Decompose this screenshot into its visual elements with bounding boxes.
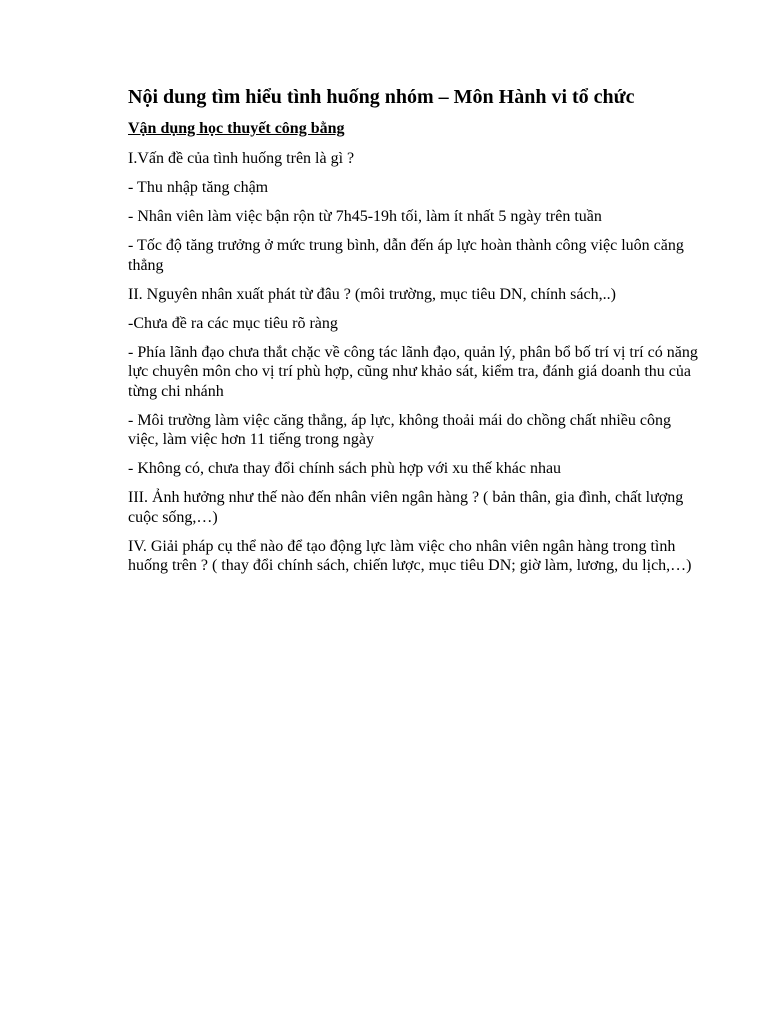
document-subtitle: Vận dụng học thuyết công bằng: [128, 120, 345, 137]
question-4: IV. Giải pháp cụ thể nào để tạo động lực làm việc cho nhân viên ngân hàng trong tình huống trên ? ( thay đổi chính sách, chiến lược, mục tiêu DN; giờ làm, lương, du lịch,…): [128, 537, 692, 574]
document-title: Nội dung tìm hiểu tình huống nhóm – Môn Hành vi tổ chức: [128, 86, 635, 108]
bullet-item: - Nhân viên làm việc bận rộn từ 7h45-19h tối, làm ít nhất 5 ngày trên tuần: [128, 208, 602, 225]
bullet-item: -Chưa đề ra các mục tiêu rõ ràng: [128, 314, 338, 332]
question-1: I.Vấn đề của tình huống trên là gì ?: [128, 150, 355, 167]
bullet-item: - Thu nhập tăng chậm: [128, 179, 269, 196]
bullet-item: - Tốc độ tăng trưởng ở mức trung bình, dẫn đến áp lực hoàn thành công việc luôn căng thẳng: [128, 237, 684, 274]
bullet-item: - Môi trường làm việc căng thẳng, áp lực, không thoải mái do chồng chất nhiều công việc, làm việc hơn 11 tiếng trong ngày: [128, 411, 671, 448]
question-2: II. Nguyên nhân xuất phát từ đâu ? (môi trường, mục tiêu DN, chính sách,..): [128, 285, 616, 303]
bullet-item: - Không có, chưa thay đổi chính sách phù hợp với xu thế khác nhau: [128, 460, 562, 477]
document-body: [128, 84, 700, 585]
question-3: III. Ảnh hưởng như thế nào đến nhân viên ngân hàng ? ( bản thân, gia đình, chất lượng cuộc sống,…): [128, 489, 684, 526]
bullet-item: - Phía lãnh đạo chưa thắt chặc về công tác lãnh đạo, quản lý, phân bổ bố trí vị trí có năng lực chuyên môn cho vị trí phù hợp, cũng như khảo sát, kiểm tra, đánh giá doanh thu của từng chi nhánh: [128, 343, 698, 400]
